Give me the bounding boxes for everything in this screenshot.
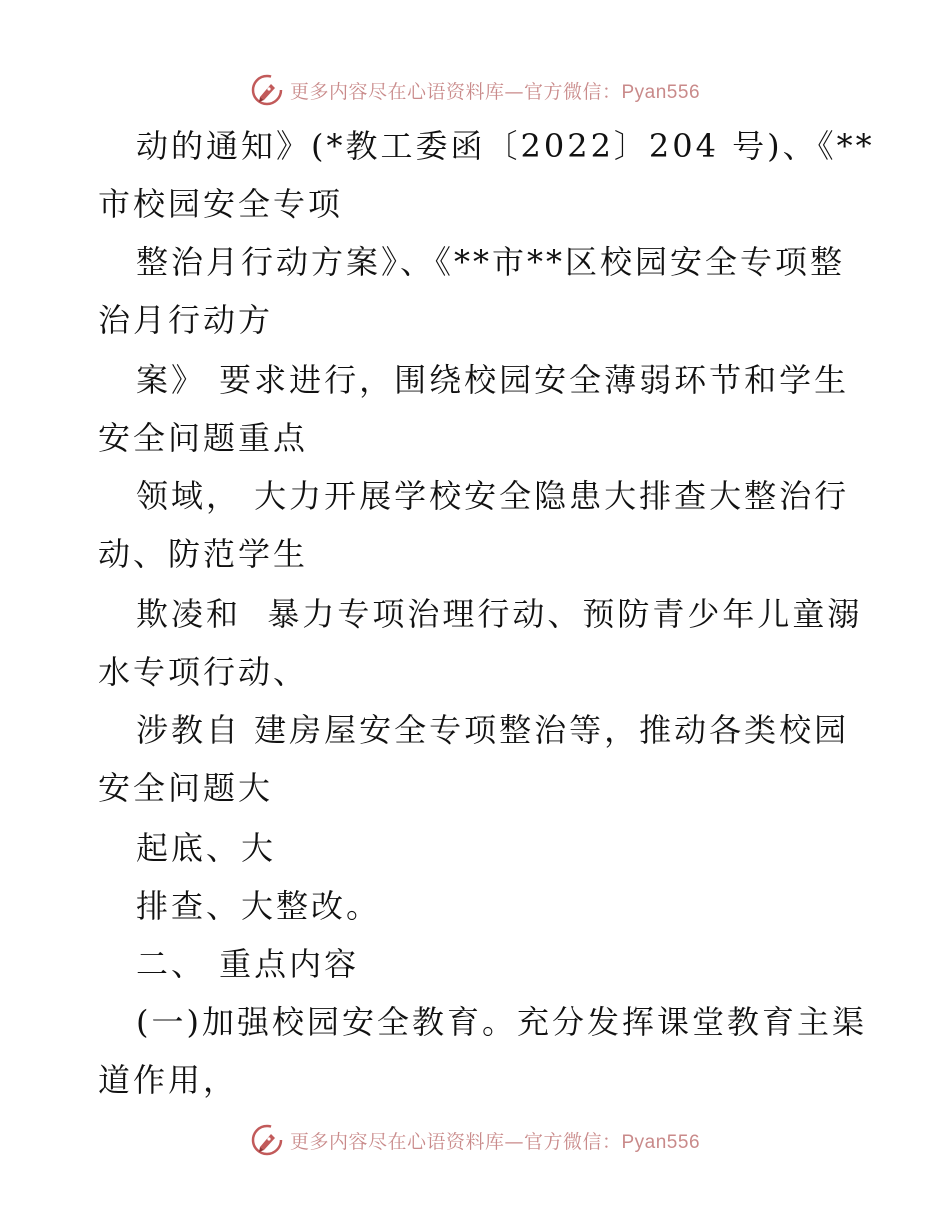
- pen-nib-logo-icon: [250, 73, 284, 107]
- text-line: 领域， 大力开展学校安全隐患大排查大整治行: [136, 477, 850, 515]
- text-line: 市校园安全专项: [98, 185, 344, 223]
- text-line: 起底、大: [136, 829, 277, 867]
- text-line: 涉教自 建房屋安全专项整治等，推动各类校园: [136, 711, 850, 749]
- header-watermark: [0, 70, 950, 110]
- text-line: 整治月行动方案》、《**市**区校园安全专项整: [136, 243, 846, 281]
- text-line: (一)加强校园安全教育。充分发挥课堂教育主渠: [136, 1003, 867, 1041]
- text-line: 水专项行动、: [98, 653, 309, 691]
- pen-nib-logo-icon: [250, 1123, 284, 1157]
- text-line: 治月行动方: [98, 301, 274, 339]
- text-line: 安全问题重点: [98, 419, 309, 457]
- text-line: 欺凌和 暴力专项治理行动、预防青少年儿童溺: [136, 595, 863, 633]
- section-heading: 二、 重点内容: [136, 945, 360, 983]
- footer-watermark: [0, 1120, 950, 1160]
- text-line: 动、防范学生: [98, 535, 309, 573]
- text-line: 案》 要求进行，围绕校园安全薄弱环节和学生: [136, 361, 850, 399]
- text-line: 排查、大整改。: [136, 887, 382, 925]
- watermark-text: 更多内容尽在心语资料库—官方微信：Pyan556: [289, 1130, 701, 1153]
- text-line: 动的通知》(*教工委函〔2022〕204 号)、《**: [136, 127, 875, 165]
- text-line: 安全问题大: [98, 769, 274, 807]
- text-line: 道作用，: [98, 1061, 239, 1099]
- watermark-text: 更多内容尽在心语资料库—官方微信：Pyan556: [289, 80, 701, 103]
